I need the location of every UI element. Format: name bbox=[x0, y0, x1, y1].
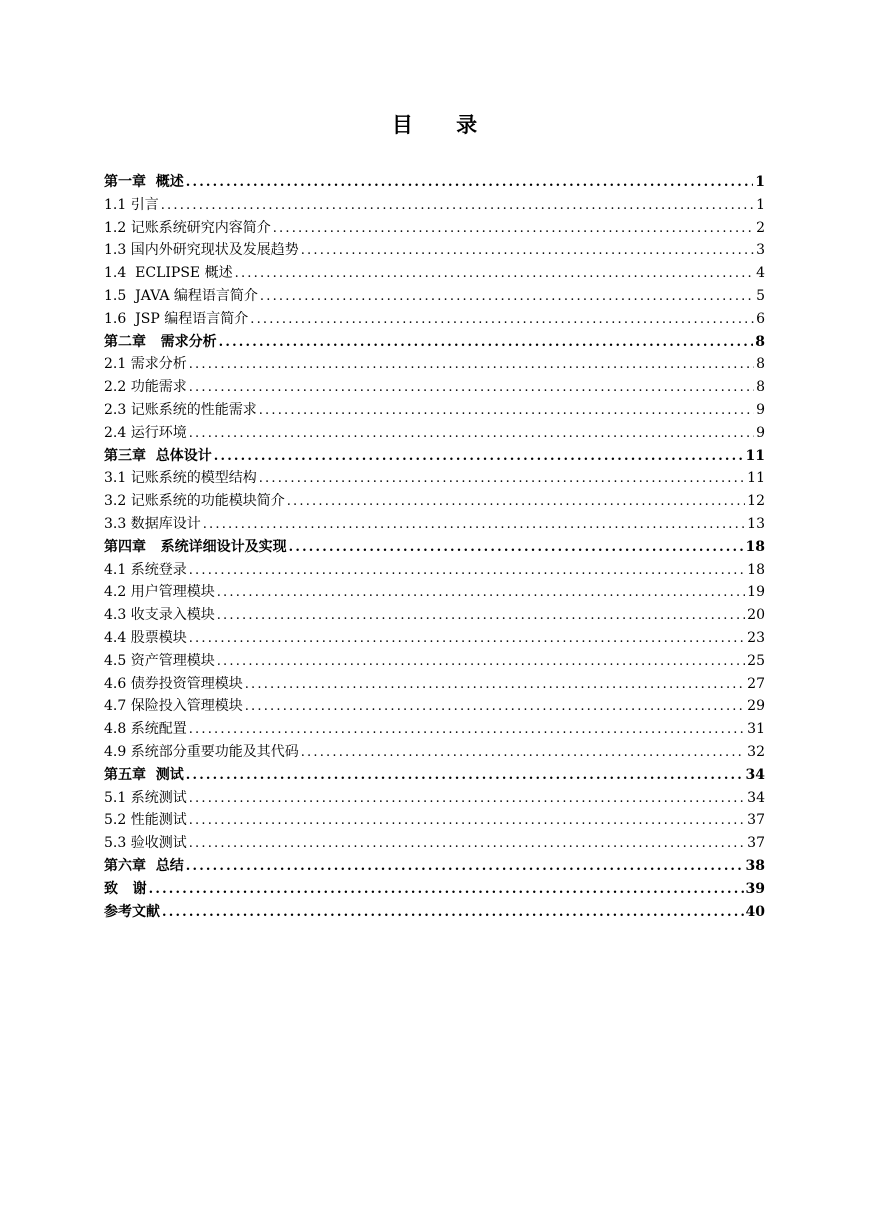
toc-page-number: 34 bbox=[745, 766, 765, 783]
toc-entry-label: 1.6 JSP 编程语言简介 bbox=[104, 310, 249, 327]
toc-page-number: 31 bbox=[747, 721, 765, 738]
toc-page-number: 34 bbox=[747, 789, 765, 806]
toc-dot-leader bbox=[217, 582, 745, 605]
toc-page-number: 9 bbox=[756, 424, 765, 441]
toc-dot-leader bbox=[245, 674, 745, 697]
toc-entry-label: 4.6 债券投资管理模块 bbox=[104, 675, 243, 692]
toc-page-number: 18 bbox=[745, 538, 765, 555]
toc-entry-label: 第四章 系统详细设计及实现 bbox=[104, 538, 287, 555]
toc-entry-label: 4.3 收支录入模块 bbox=[104, 607, 215, 624]
toc-entry-label: 4.5 资产管理模块 bbox=[104, 652, 215, 669]
toc-entry-label: 1.5 JAVA 编程语言简介 bbox=[104, 287, 258, 304]
toc-entry-label: 4.9 系统部分重要功能及其代码 bbox=[104, 743, 299, 760]
toc-section-entry[interactable] bbox=[104, 809, 765, 832]
toc-section-entry[interactable] bbox=[104, 718, 765, 741]
toc-dot-leader bbox=[235, 263, 754, 286]
toc-entry-label: 1.2 记账系统研究内容简介 bbox=[104, 219, 271, 236]
toc-section-entry[interactable] bbox=[104, 559, 765, 582]
toc-page-number: 38 bbox=[745, 857, 765, 874]
toc-entry-label: 5.1 系统测试 bbox=[104, 789, 187, 806]
toc-section-entry[interactable] bbox=[104, 194, 765, 217]
toc-dot-leader bbox=[287, 491, 745, 514]
toc-page-number: 19 bbox=[747, 584, 765, 601]
toc-page-number: 8 bbox=[756, 356, 765, 373]
toc-dot-leader bbox=[189, 810, 745, 833]
toc-dot-leader bbox=[259, 400, 754, 423]
toc-chapter-entry[interactable] bbox=[104, 878, 765, 901]
toc-dot-leader bbox=[203, 514, 745, 537]
toc-section-entry[interactable] bbox=[104, 695, 765, 718]
toc-entry-label: 1.4 ECLIPSE 概述 bbox=[104, 265, 233, 282]
toc-entry-label: 参考文献 bbox=[104, 903, 160, 920]
toc-dot-leader bbox=[245, 696, 745, 719]
toc-page-number: 6 bbox=[756, 310, 765, 327]
toc-entry-label: 5.3 验收测试 bbox=[104, 835, 187, 852]
toc-chapter-entry[interactable] bbox=[104, 764, 765, 787]
toc-dot-leader bbox=[250, 309, 754, 332]
toc-page-number: 8 bbox=[756, 379, 765, 396]
toc-entry-label: 第三章 总体设计 bbox=[104, 447, 212, 464]
toc-entry-label: 2.1 需求分析 bbox=[104, 356, 187, 373]
toc-chapter-entry[interactable] bbox=[104, 536, 765, 559]
toc-section-entry[interactable] bbox=[104, 627, 765, 650]
toc-dot-leader bbox=[217, 605, 745, 628]
toc-section-entry[interactable] bbox=[104, 217, 765, 240]
toc-dot-leader bbox=[189, 560, 745, 583]
toc-entry-label: 1.1 引言 bbox=[104, 196, 159, 213]
toc-chapter-entry[interactable] bbox=[104, 331, 765, 354]
toc-entry-label: 3.2 记账系统的功能模块简介 bbox=[104, 493, 285, 510]
toc-page-number: 39 bbox=[745, 880, 765, 897]
toc-section-entry[interactable] bbox=[104, 376, 765, 399]
toc-entry-label: 4.1 系统登录 bbox=[104, 561, 187, 578]
toc-entry-label: 4.2 用户管理模块 bbox=[104, 584, 215, 601]
toc-section-entry[interactable] bbox=[104, 604, 765, 627]
toc-entry-label: 第一章 概述 bbox=[104, 174, 184, 190]
toc-page-number: 12 bbox=[747, 493, 765, 510]
toc-dot-leader bbox=[189, 377, 754, 400]
toc-dot-leader bbox=[214, 446, 744, 469]
toc-dot-leader bbox=[260, 286, 754, 309]
toc-entry-label: 4.7 保险投入管理模块 bbox=[104, 698, 243, 715]
toc-page-number: 1 bbox=[755, 174, 765, 190]
toc-dot-leader bbox=[189, 423, 754, 446]
toc-entry-label: 1.3 国内外研究现状及发展趋势 bbox=[104, 242, 299, 259]
toc-dot-leader bbox=[301, 742, 745, 765]
toc-dot-leader bbox=[161, 195, 754, 218]
toc-page-number: 29 bbox=[747, 698, 765, 715]
toc-dot-leader bbox=[189, 354, 754, 377]
toc-section-entry[interactable] bbox=[104, 787, 765, 810]
toc-page-number: 23 bbox=[747, 629, 765, 646]
toc-section-entry[interactable] bbox=[104, 308, 765, 331]
toc-entry-label: 2.2 功能需求 bbox=[104, 379, 187, 396]
toc-dot-leader bbox=[149, 879, 744, 902]
toc-entry-label: 2.3 记账系统的性能需求 bbox=[104, 401, 257, 418]
toc-entry-label: 第五章 测试 bbox=[104, 766, 184, 783]
toc-section-entry[interactable] bbox=[104, 581, 765, 604]
toc-dot-leader bbox=[186, 172, 754, 195]
toc-page-number: 4 bbox=[756, 265, 765, 282]
toc-section-entry[interactable] bbox=[104, 399, 765, 422]
toc-page-number: 25 bbox=[747, 652, 765, 669]
toc-dot-leader bbox=[189, 833, 745, 856]
toc-section-entry[interactable] bbox=[104, 239, 765, 262]
toc-entry-label: 致 谢 bbox=[104, 880, 147, 897]
toc-entry-label: 第二章 需求分析 bbox=[104, 333, 217, 350]
toc-page-number: 37 bbox=[747, 835, 765, 852]
toc-entry-label: 5.2 性能测试 bbox=[104, 812, 187, 829]
toc-section-entry[interactable] bbox=[104, 832, 765, 855]
toc-entry-label: 4.8 系统配置 bbox=[104, 721, 187, 738]
toc-section-entry[interactable] bbox=[104, 490, 765, 513]
toc-dot-leader bbox=[289, 537, 744, 560]
toc-page-number: 27 bbox=[747, 675, 765, 692]
toc-dot-leader bbox=[301, 240, 754, 263]
toc-dot-leader bbox=[162, 902, 744, 925]
toc-dot-leader bbox=[273, 218, 754, 241]
toc-entry-label: 第六章 总结 bbox=[104, 857, 184, 874]
toc-section-entry[interactable] bbox=[104, 741, 765, 764]
toc-chapter-entry[interactable] bbox=[104, 171, 765, 194]
toc-dot-leader bbox=[189, 719, 745, 742]
toc-chapter-entry[interactable] bbox=[104, 855, 765, 878]
toc-entry-label: 2.4 运行环境 bbox=[104, 424, 187, 441]
toc-chapter-entry[interactable] bbox=[104, 901, 765, 924]
toc-dot-leader bbox=[217, 651, 745, 674]
toc-page-number: 5 bbox=[756, 287, 765, 304]
toc-section-entry[interactable] bbox=[104, 513, 765, 536]
toc-page-number: 9 bbox=[756, 401, 765, 418]
toc-section-entry[interactable] bbox=[104, 262, 765, 285]
toc-page-number: 18 bbox=[747, 561, 765, 578]
toc-entry-label: 3.1 记账系统的模型结构 bbox=[104, 470, 257, 487]
toc-dot-leader bbox=[186, 856, 744, 879]
toc-page-number: 13 bbox=[747, 515, 765, 532]
toc-page-number: 3 bbox=[756, 242, 765, 259]
toc-chapter-entry[interactable] bbox=[104, 445, 765, 468]
toc-page-number: 8 bbox=[755, 333, 765, 350]
toc-page-number: 32 bbox=[747, 743, 765, 760]
toc-entry-label: 3.3 数据库设计 bbox=[104, 515, 201, 532]
toc-dot-leader bbox=[186, 765, 744, 788]
toc-page-number: 2 bbox=[756, 219, 765, 236]
toc-section-entry[interactable] bbox=[104, 673, 765, 696]
toc-section-entry[interactable] bbox=[104, 422, 765, 445]
toc-dot-leader bbox=[219, 332, 754, 355]
toc-page-number: 11 bbox=[747, 470, 765, 487]
toc-page-number: 20 bbox=[747, 607, 765, 624]
toc-page-number: 40 bbox=[745, 903, 765, 920]
toc-dot-leader bbox=[259, 468, 745, 491]
toc-dot-leader bbox=[189, 628, 745, 651]
toc-page-number: 37 bbox=[747, 812, 765, 829]
toc-dot-leader bbox=[189, 788, 745, 811]
toc-section-entry[interactable] bbox=[104, 467, 765, 490]
toc-page-number: 1 bbox=[756, 196, 765, 213]
toc-section-entry[interactable] bbox=[104, 353, 765, 376]
toc-section-entry[interactable] bbox=[104, 285, 765, 308]
toc-title: 目 录 bbox=[391, 112, 496, 137]
table-of-contents bbox=[104, 171, 765, 923]
toc-section-entry[interactable] bbox=[104, 650, 765, 673]
toc-page-number: 11 bbox=[745, 447, 765, 464]
toc-entry-label: 4.4 股票模块 bbox=[104, 629, 187, 646]
